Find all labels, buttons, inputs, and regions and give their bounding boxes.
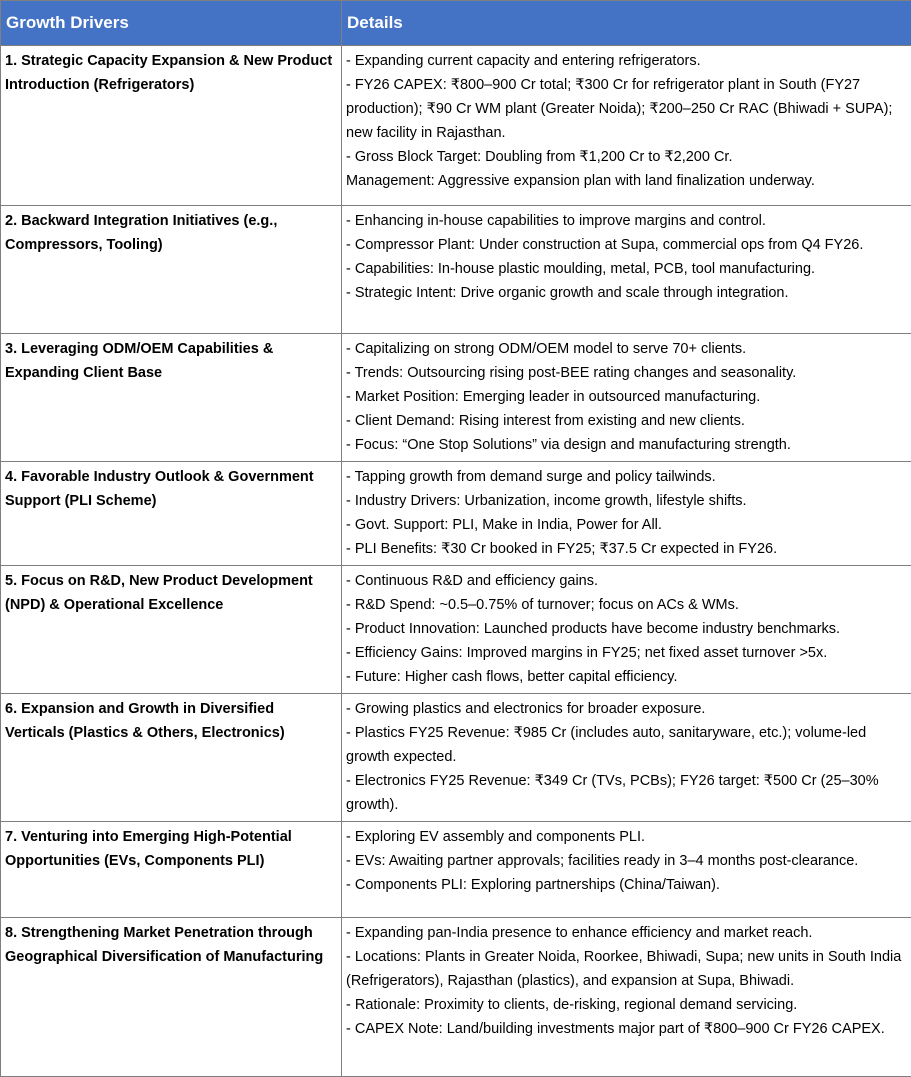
details-cell [342,822,911,918]
detail-line: - Electronics FY25 Revenue: ₹349 Cr (TVs, PCBs); FY26 target: ₹500 Cr (25–30% growth). [346,769,907,817]
detail-line: - Product Innovation: Launched products have become industry benchmarks. [346,617,907,641]
detail-line: - Enhancing in-house capabilities to improve margins and control. [346,209,907,233]
detail-line: Management: Aggressive expansion plan with land finalization underway. [346,169,907,193]
detail-line: - Components PLI: Exploring partnerships (China/Taiwan). [346,873,907,897]
detail-line: - Compressor Plant: Under construction at Supa, commercial ops from Q4 FY26. [346,233,907,257]
growth-driver-cell: 6. Expansion and Growth in Diversified Verticals (Plastics & Others, Electronics) [1,694,342,822]
growth-driver-cell: 4. Favorable Industry Outlook & Government Support (PLI Scheme) [1,462,342,566]
detail-line: - Expanding current capacity and entering refrigerators. [346,49,907,73]
table-row [1,822,911,918]
detail-line: - Govt. Support: PLI, Make in India, Power for All. [346,513,907,537]
detail-line: - Future: Higher cash flows, better capital efficiency. [346,665,907,689]
header-row [1,1,911,46]
header-growth-drivers: Growth Drivers [1,1,342,46]
table-row [1,206,911,334]
header-details: Details [342,1,911,46]
detail-line: - FY26 CAPEX: ₹800–900 Cr total; ₹300 Cr for refrigerator plant in South (FY27 production); ₹90 Cr WM plant (Greater Noida); ₹200–250 Cr RAC (Bhiwadi + SUPA); new facility in Rajasthan. [346,73,907,145]
growth-driver-cell: 3. Leveraging ODM/OEM Capabilities & Expanding Client Base [1,334,342,462]
detail-line: - Capitalizing on strong ODM/OEM model to serve 70+ clients. [346,337,907,361]
detail-line: - Client Demand: Rising interest from existing and new clients. [346,409,907,433]
detail-line: - Continuous R&D and efficiency gains. [346,569,907,593]
table-row [1,334,911,462]
detail-line: - Plastics FY25 Revenue: ₹985 Cr (includes auto, sanitaryware, etc.); volume-led growth expected. [346,721,907,769]
detail-line: - Focus: “One Stop Solutions” via design and manufacturing strength. [346,433,907,457]
growth-driver-cell: 5. Focus on R&D, New Product Development (NPD) & Operational Excellence [1,566,342,694]
details-cell [342,334,911,462]
detail-line: - PLI Benefits: ₹30 Cr booked in FY25; ₹37.5 Cr expected in FY26. [346,537,907,561]
detail-line: - R&D Spend: ~0.5–0.75% of turnover; focus on ACs & WMs. [346,593,907,617]
detail-line: - Strategic Intent: Drive organic growth and scale through integration. [346,281,907,305]
detail-line: - Growing plastics and electronics for broader exposure. [346,697,907,721]
growth-driver-cell: 1. Strategic Capacity Expansion & New Product Introduction (Refrigerators) [1,46,342,206]
table-row [1,566,911,694]
details-cell [342,206,911,334]
detail-line: - Industry Drivers: Urbanization, income growth, lifestyle shifts. [346,489,907,513]
detail-line: - Capabilities: In-house plastic moulding, metal, PCB, tool manufacturing. [346,257,907,281]
detail-line: - Exploring EV assembly and components PLI. [346,825,907,849]
detail-line: - Efficiency Gains: Improved margins in FY25; net fixed asset turnover >5x. [346,641,907,665]
table-row [1,694,911,822]
detail-line: - Market Position: Emerging leader in outsourced manufacturing. [346,385,907,409]
table-row [1,46,911,206]
detail-line: - Rationale: Proximity to clients, de-risking, regional demand servicing. [346,993,907,1017]
details-cell [342,918,911,1077]
detail-line: - Tapping growth from demand surge and policy tailwinds. [346,465,907,489]
table-row [1,462,911,566]
growth-driver-cell: 7. Venturing into Emerging High-Potential Opportunities (EVs, Components PLI) [1,822,342,918]
details-cell [342,46,911,206]
detail-line: - EVs: Awaiting partner approvals; facilities ready in 3–4 months post-clearance. [346,849,907,873]
details-cell [342,462,911,566]
detail-line: - CAPEX Note: Land/building investments major part of ₹800–900 Cr FY26 CAPEX. [346,1017,907,1041]
detail-line: - Trends: Outsourcing rising post-BEE rating changes and seasonality. [346,361,907,385]
detail-line: - Locations: Plants in Greater Noida, Roorkee, Bhiwadi, Supa; new units in South India (Refrigerators), Rajasthan (plastics), and expansion at Supa, Bhiwadi. [346,945,907,993]
detail-line: - Gross Block Target: Doubling from ₹1,200 Cr to ₹2,200 Cr. [346,145,907,169]
growth-driver-cell: 8. Strengthening Market Penetration through Geographical Diversification of Manufacturing [1,918,342,1077]
details-cell [342,566,911,694]
table-row [1,918,911,1077]
growth-driver-cell: 2. Backward Integration Initiatives (e.g., Compressors, Tooling) [1,206,342,334]
details-cell [342,694,911,822]
detail-line: - Expanding pan-India presence to enhance efficiency and market reach. [346,921,907,945]
